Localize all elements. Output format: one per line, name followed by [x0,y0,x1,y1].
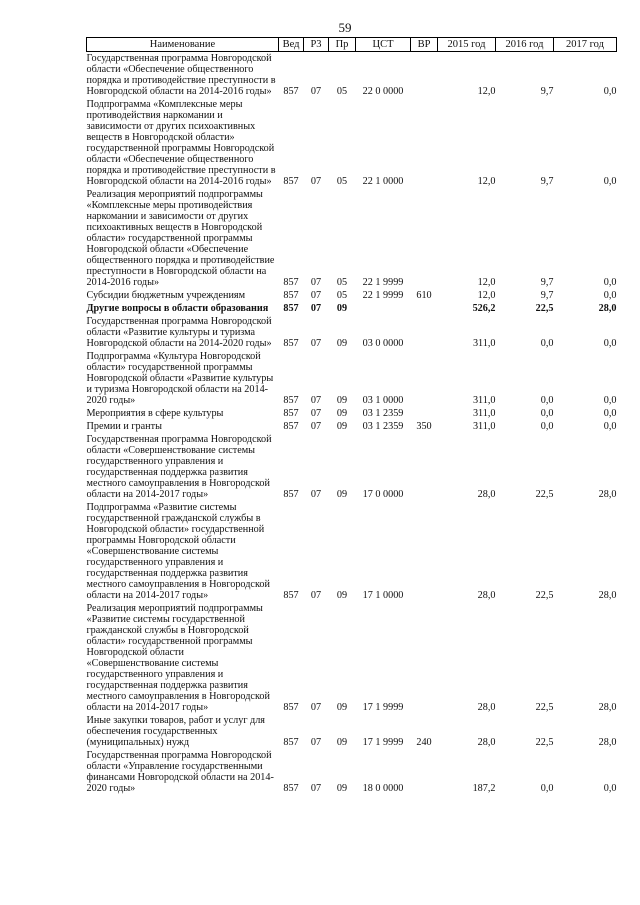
row-pr: 09 [336,395,348,406]
header-name: Наименование [87,38,279,52]
row-value-2017: 0,0 [603,277,617,288]
header-vr: ВР [411,38,438,52]
row-value-2016: 0,0 [540,408,554,419]
table-row [87,433,617,501]
row-value-2015: 12,0 [477,290,496,301]
row-value-2015: 311,0 [472,338,496,349]
row-vr [411,315,438,350]
row-ved: 857 [283,290,299,301]
row-name: Иные закупки товаров, работ и услуг для обеспечения государственных (муниципальных) нужд [86,715,265,748]
row-rz: 07 [310,702,322,713]
row-pr: 09 [336,421,348,432]
row-ved: 857 [283,702,299,713]
row-rz: 07 [310,489,322,500]
row-rz: 07 [310,290,322,301]
row-cst: 17 0 0000 [362,489,404,500]
row-vr [411,501,438,602]
row-pr: 09 [336,303,348,314]
row-vr [411,350,438,407]
row-value-2016: 9,7 [540,86,554,97]
table-row [87,188,617,289]
row-rz: 07 [310,86,322,97]
row-rz: 07 [310,338,322,349]
row-name: Субсидии бюджетным учреждениям [86,290,246,301]
budget-table [86,37,617,795]
row-value-2016: 9,7 [540,277,554,288]
table-header-row [87,38,617,52]
row-value-2016: 0,0 [540,783,554,794]
row-pr: 09 [336,702,348,713]
row-cst: 03 1 2359 [362,421,404,432]
row-rz: 07 [310,303,322,314]
row-value-2017: 0,0 [603,783,617,794]
row-value-2015: 12,0 [477,176,496,187]
row-value-2016: 22,5 [535,702,554,713]
row-value-2015: 526,2 [472,303,496,314]
row-vr [411,749,438,795]
row-pr: 05 [336,277,348,288]
row-ved: 857 [283,176,299,187]
row-value-2017: 0,0 [603,86,617,97]
table-row [87,315,617,350]
row-vr [411,602,438,714]
row-value-2016: 9,7 [540,290,554,301]
row-vr: 350 [416,421,432,432]
row-value-2015: 187,2 [472,783,496,794]
row-pr: 09 [336,489,348,500]
row-value-2015: 12,0 [477,277,496,288]
table-row [87,501,617,602]
row-pr: 09 [336,338,348,349]
row-vr [411,52,438,99]
row-value-2016: 0,0 [540,421,554,432]
row-cst: 03 1 2359 [362,408,404,419]
row-value-2017: 28,0 [598,489,617,500]
row-value-2017: 28,0 [598,303,617,314]
row-ved: 857 [283,408,299,419]
row-value-2016: 0,0 [540,395,554,406]
row-name: Реализация мероприятий подпрограммы «Комплексные меры противодействия наркомании и зависимости от других психоактивных веществ в Новгородской области» государственной программы Новгородской области «Обеспечение общественного порядка и противодействие преступности в Новгородской области на 2014-2016 годы» [86,189,275,288]
table-row [87,749,617,795]
row-name: Государственная программа Новгородской области «Управление государственными финансами Новгородской области на 2014-2020 годы» [86,750,274,794]
row-ved: 857 [283,395,299,406]
row-cst [356,302,411,315]
row-rz: 07 [310,590,322,601]
row-rz: 07 [310,277,322,288]
row-cst: 03 0 0000 [362,338,404,349]
row-value-2016: 22,5 [535,303,554,314]
table-body [87,52,617,796]
table-row [87,350,617,407]
header-cst: ЦСТ [356,38,411,52]
row-cst: 22 1 9999 [362,290,404,301]
header-2015: 2015 год [438,38,496,52]
table-row [87,407,617,420]
row-name: Государственная программа Новгородской области «Обеспечение общественного порядка и противодействие преступности в Новгородской области на 2014-2016 годы» [86,53,276,97]
table-row [87,289,617,302]
row-cst: 18 0 0000 [362,783,404,794]
header-2017: 2017 год [554,38,617,52]
row-value-2015: 12,0 [477,86,496,97]
row-rz: 07 [310,395,322,406]
row-ved: 857 [283,590,299,601]
row-vr: 240 [416,737,432,748]
row-name: Мероприятия в сфере культуры [86,408,224,419]
row-pr: 09 [336,408,348,419]
row-ved: 857 [283,489,299,500]
row-vr [411,98,438,188]
row-value-2016: 22,5 [535,590,554,601]
row-cst: 17 1 9999 [362,702,404,713]
row-pr: 09 [336,590,348,601]
row-pr: 05 [336,86,348,97]
header-ved: Вед [279,38,304,52]
row-rz: 07 [310,408,322,419]
row-value-2016: 22,5 [535,737,554,748]
row-cst: 03 1 0000 [362,395,404,406]
row-ved: 857 [283,338,299,349]
row-value-2016: 9,7 [540,176,554,187]
row-ved: 857 [283,303,299,314]
row-value-2017: 28,0 [598,590,617,601]
table-row [87,98,617,188]
row-vr [411,433,438,501]
table-row [87,714,617,749]
row-name: Премии и гранты [86,421,162,432]
row-vr [411,407,438,420]
row-value-2017: 28,0 [598,702,617,713]
row-vr: 610 [416,290,432,301]
row-value-2015: 311,0 [472,395,496,406]
row-rz: 07 [310,737,322,748]
row-name: Другие вопросы в области образования [86,303,269,314]
row-cst: 22 0 0000 [362,86,404,97]
row-pr: 09 [336,783,348,794]
row-vr [411,302,438,315]
row-value-2016: 0,0 [540,338,554,349]
row-ved: 857 [283,737,299,748]
row-value-2017: 0,0 [603,421,617,432]
row-rz: 07 [310,783,322,794]
row-pr: 09 [336,737,348,748]
row-ved: 857 [283,421,299,432]
row-value-2015: 28,0 [477,590,496,601]
header-rz: Р3 [304,38,329,52]
row-value-2017: 0,0 [603,176,617,187]
row-pr: 05 [336,176,348,187]
row-name: Подпрограмма «Культура Новгородской области» государственной программы Новгородской области «Развитие культуры и туризма Новгородской области на 2014-2020 годы» [86,351,274,406]
row-rz: 07 [310,176,322,187]
row-value-2015: 28,0 [477,489,496,500]
row-value-2017: 0,0 [603,395,617,406]
row-pr: 05 [336,290,348,301]
row-cst: 17 1 0000 [362,590,404,601]
page-number: 59 [338,20,352,35]
row-value-2016: 22,5 [535,489,554,500]
row-cst: 22 1 9999 [362,277,404,288]
row-name: Подпрограмма «Развитие системы государственной гражданской службы в Новгородской области» государственной программы Новгородской области «Совершенствование системы государственного управления и государственная поддержка развития местного самоуправления в Новгородской области на 2014-2017 годы» [86,502,270,601]
row-rz: 07 [310,421,322,432]
row-vr [411,188,438,289]
row-value-2015: 311,0 [472,421,496,432]
row-name: Подпрограмма «Комплексные меры противодействия наркомании и зависимости от других психоактивных веществ в Новгородской области» государственной программы Новгородской области «Обеспечение общественного порядка и противодействие преступности в Новгородской области на 2014-2016 годы» [86,99,276,187]
row-cst: 17 1 9999 [362,737,404,748]
row-value-2017: 0,0 [603,290,617,301]
row-name: Государственная программа Новгородской области «Развитие культуры и туризма Новгородской области на 2014-2020 годы» [86,316,272,349]
row-name: Реализация мероприятий подпрограммы «Развитие системы государственной гражданской службы в Новгородской области» государственной программы Новгородской области «Совершенствование системы государственного управления и государственная поддержка развития местного самоуправления в Новгородской области на 2014-2017 годы» [86,603,270,713]
row-name: Государственная программа Новгородской области «Совершенствование системы государственного управления и государственная поддержка развития местного самоуправления в Новгородской области на 2014-2017 годы» [86,434,272,500]
table-row [87,302,617,315]
row-value-2015: 28,0 [477,702,496,713]
table-row [87,52,617,99]
row-ved: 857 [283,783,299,794]
header-2016: 2016 год [496,38,554,52]
row-value-2015: 28,0 [477,737,496,748]
header-pr: Пр [329,38,356,52]
table-row [87,420,617,433]
row-cst: 22 1 0000 [362,176,404,187]
row-value-2017: 28,0 [598,737,617,748]
row-value-2017: 0,0 [603,338,617,349]
row-value-2015: 311,0 [472,408,496,419]
row-ved: 857 [283,86,299,97]
table-row [87,602,617,714]
row-value-2017: 0,0 [603,408,617,419]
row-ved: 857 [283,277,299,288]
